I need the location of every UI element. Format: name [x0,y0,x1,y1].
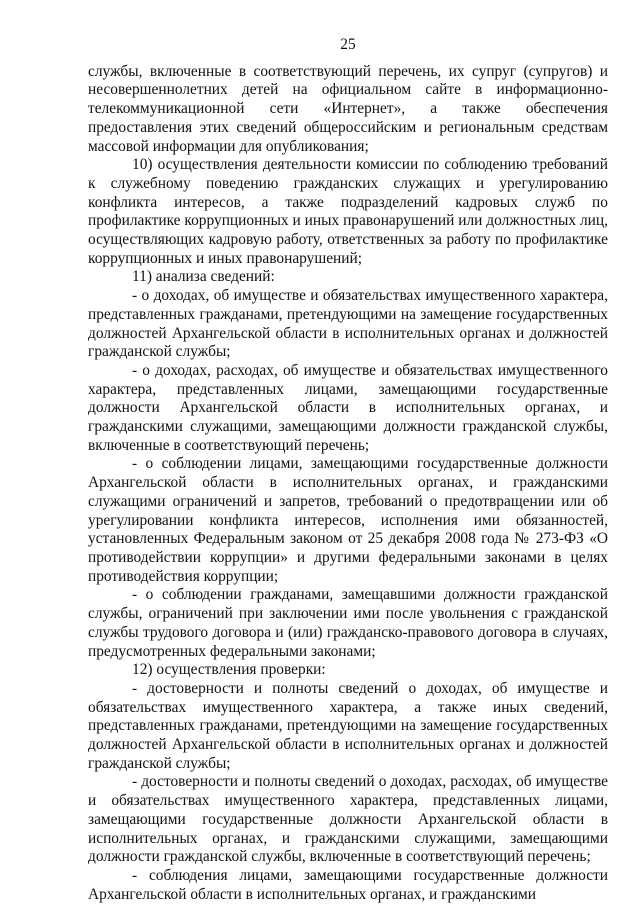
paragraph-1: службы, включенные в соответствующий перечень, их супруг (супругов) и несовершеннолетних детей на официальном сайте в информационно-телекоммуникационной сети «Интернет», а также обеспечения предоставления этих сведений общероссийским и региональным средствам массовой информации для опубликования; [88,62,608,155]
paragraph-4: - о доходах, об имуществе и обязательствах имущественного характера, представленных гражданами, претендующими на замещение государственных должностей Архангельской области в исполнительных органах и должностей гражданской службы; [88,287,608,361]
paragraph-10: - достоверности и полноты сведений о доходах, расходах, об имуществе и обязательствах имущественного характера, представленных лицами, замещающими государственные должности Архангельской области в исполнительных органах, и гражданскими служащими, замещающими должности гражданской службы, включенные в соответствующий перечень; [88,773,608,866]
paragraph-3: 11) анализа сведений: [132,268,275,286]
paragraph-7: - о соблюдении гражданами, замещавшими должности гражданской службы, ограничений при заключении ими после увольнения с гражданской службы трудового договора и (или) гражданско-правового договора в случаях, предусмотренных федеральными законами; [88,586,608,660]
document-page [88,36,608,904]
paragraph-8: 12) осуществления проверки: [132,661,326,679]
page-number: 25 [340,36,356,53]
paragraph-11: - соблюдения лицами, замещающими государственные должности Архангельской области в исполнительных органах, и гражданскими [88,866,608,903]
paragraph-6: - о соблюдении лицами, замещающими государственные должности Архангельской области в исполнительных органах, и гражданскими служащими ограничений и запретов, требований о предотвращении или об урегулировании конфликта интересов, исполнения ими обязанностей, установленных Федеральным законом от 25 декабря 2008 года № 273-ФЗ «О противодействии коррупции» и другими федеральными законами в целях противодействия коррупции; [88,455,608,585]
paragraph-9: - достоверности и полноты сведений о доходах, об имуществе и обязательствах имущественного характера, а также иных сведений, представленных гражданами, претендующими на замещение государственных должностей Архангельской области в исполнительных органах и должностей гражданской службы; [88,679,608,772]
paragraph-2: 10) осуществления деятельности комиссии по соблюдению требований к служебному поведению гражданских служащих и урегулированию конфликта интересов, а также подразделений кадровых служб по профилактике коррупционных и иных правонарушений или должностных лиц, осуществляющих кадровую работу, ответственных за работу по профилактике коррупционных и иных правонарушений; [88,156,608,267]
paragraph-5: - о доходах, расходах, об имуществе и обязательствах имущественного характера, представленных лицами, замещающими государственные должности Архангельской области в исполнительных органах, и гражданскими служащими, замещающими должности гражданской службы, включенные в соответствующий перечень; [88,361,608,454]
